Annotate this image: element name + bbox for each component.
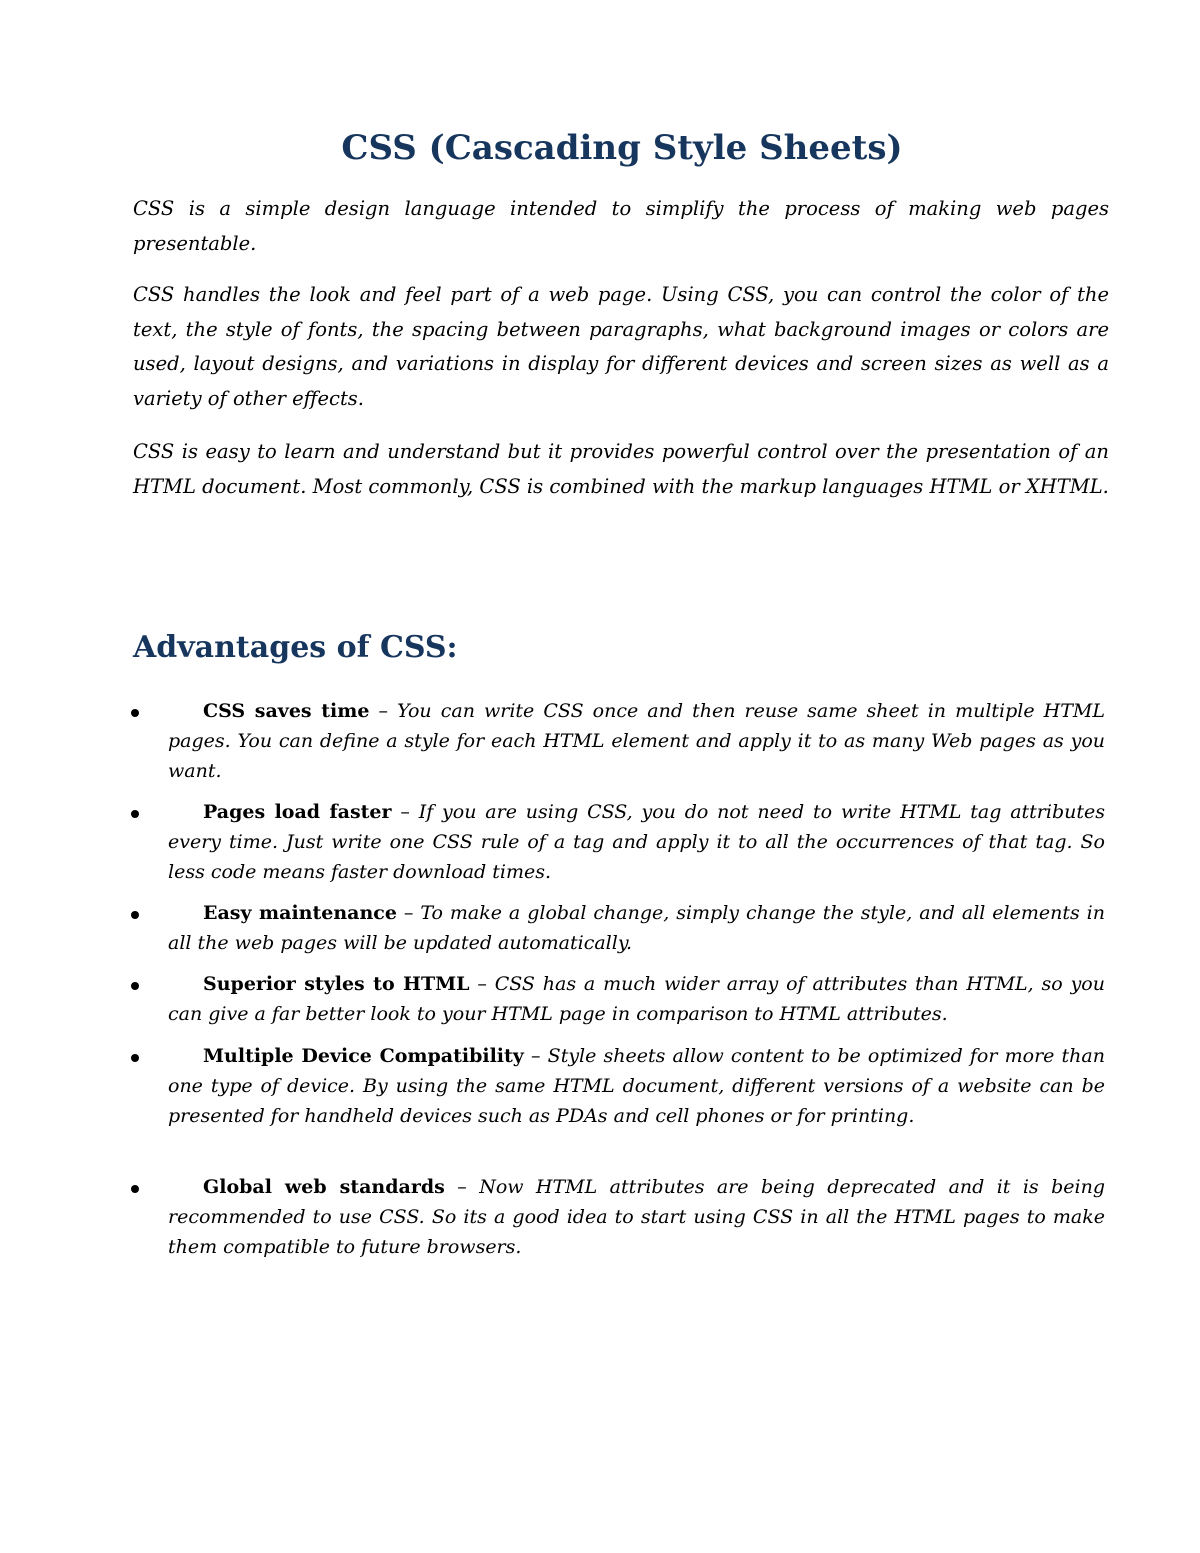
advantage-description: To make a global change, simply change the style, and all elements in all the web pages will be updated automatically. [168, 902, 1105, 954]
intro-paragraph: CSS handles the look and feel part of a web page. Using CSS, you can control the color of the text, the style of fonts, the spacing between paragraphs, what background images or colors are used, layout designs, and variations in display for different devices and screen sizes as well as a variety of other effects. [133, 283, 1109, 410]
advantage-term: Superior styles to HTML [203, 973, 470, 995]
advantage-dash: – [444, 1176, 480, 1198]
advantage-description: If you are using CSS, you do not need to write HTML tag attributes every time. Just write one CSS rule of a tag and apply it to all the occurrences of that tag. So less code means faster download times. [168, 801, 1105, 883]
advantage-dash: – [469, 973, 495, 995]
bullet-icon [131, 1054, 139, 1062]
bullet-icon [131, 709, 139, 717]
advantage-dash: – [396, 902, 421, 924]
advantage-dash: – [391, 801, 419, 823]
advantage-term: Easy maintenance [203, 902, 397, 924]
bullet-icon [131, 810, 139, 818]
advantage-term: CSS saves time [203, 700, 370, 722]
intro-paragraph: CSS is easy to learn and understand but it provides powerful control over the presentation of an HTML document. Most commonly, CSS is combined with the markup languages HTML or XHTML. [133, 440, 1109, 498]
advantage-dash: – [369, 700, 398, 722]
list-item [168, 797, 1105, 887]
advantage-term: Multiple Device Compatibility [203, 1045, 524, 1067]
advantage-dash: – [523, 1045, 548, 1067]
advantage-term: Global web standards [203, 1176, 445, 1198]
intro-paragraph: CSS is a simple design language intended to simplify the process of making web pages presentable. [133, 197, 1109, 255]
list-item [168, 1041, 1105, 1131]
list-item [168, 969, 1105, 1029]
list-item [168, 898, 1105, 958]
advantage-description: CSS has a much wider array of attributes than HTML, so you can give a far better look to your HTML page in comparison to HTML attributes. [168, 973, 1105, 1025]
advantages-heading: Advantages of CSS: [133, 630, 458, 665]
bullet-icon [131, 911, 139, 919]
bullet-icon [131, 1185, 139, 1193]
advantage-description: Now HTML attributes are being deprecated and it is being recommended to use CSS. So its a good idea to start using CSS in all the HTML pages to make them compatible to future browsers. [168, 1176, 1105, 1258]
advantage-description: You can write CSS once and then reuse same sheet in multiple HTML pages. You can define a style for each HTML element and apply it to as many Web pages as you want. [168, 700, 1105, 782]
advantage-description: Style sheets allow content to be optimized for more than one type of device. By using the same HTML document, different versions of a website can be presented for handheld devices such as PDAs and cell phones or for printing. [168, 1045, 1105, 1127]
advantage-term: Pages load faster [203, 801, 392, 823]
list-item [168, 696, 1105, 786]
list-item [168, 1172, 1105, 1262]
document-title: CSS (Cascading Style Sheets) [341, 127, 903, 168]
bullet-icon [131, 982, 139, 990]
